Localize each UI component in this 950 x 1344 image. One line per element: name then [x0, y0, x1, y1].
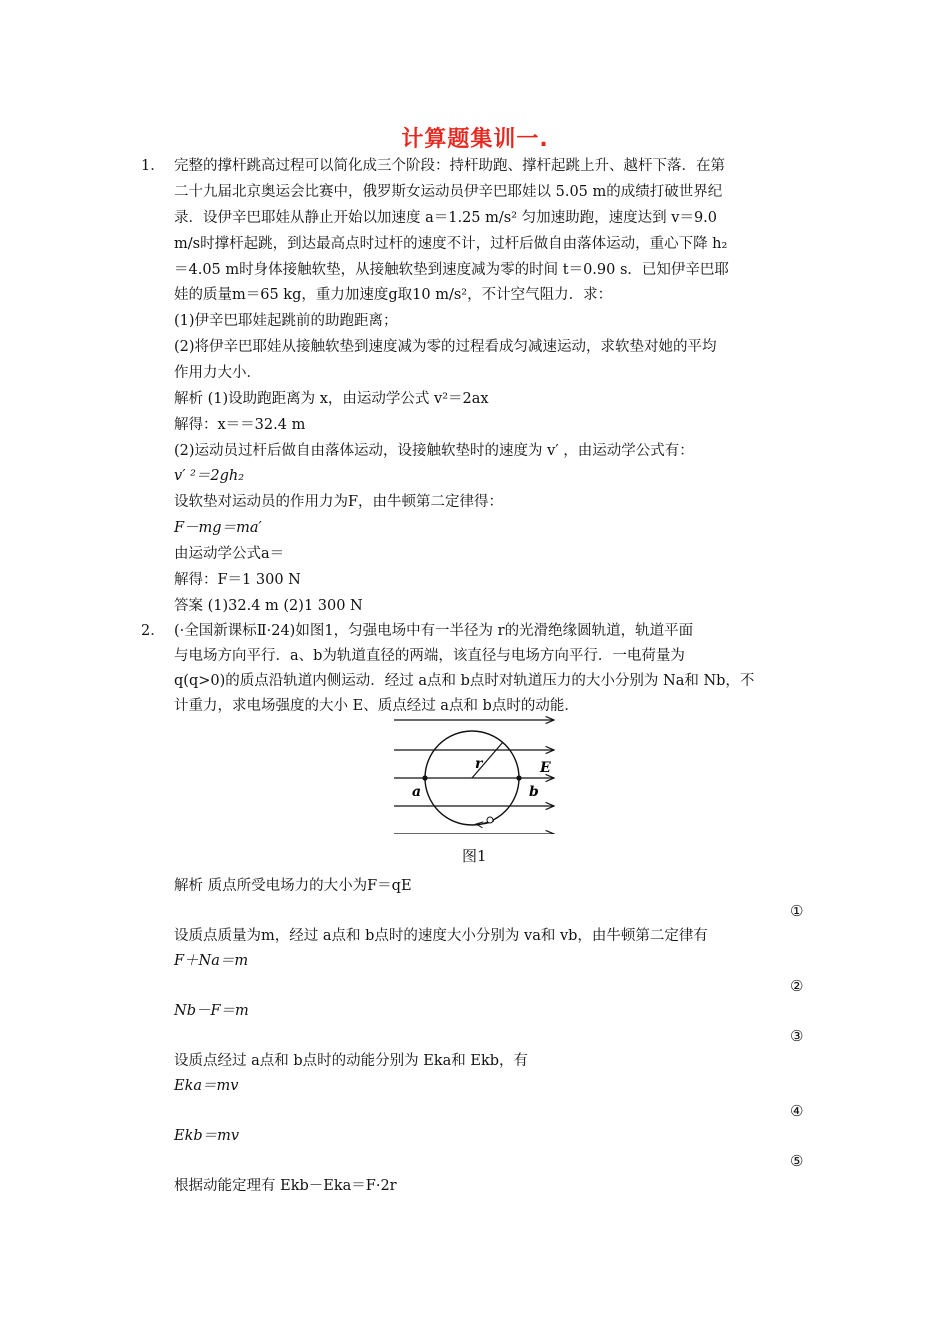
- figure-1-diagram: [392, 712, 562, 834]
- point-a-dot: [422, 775, 427, 780]
- label-r: r: [475, 756, 483, 772]
- point-b-dot: [516, 775, 521, 780]
- problem-1-line: ＝4.05 m时身体接触软垫，从接触软垫到速度减为零的时间 t＝0.90 s．已知伊辛巴耶: [174, 262, 729, 278]
- answer-line: 答案 (1)32.4 m (2)1 300 N: [174, 598, 363, 614]
- solution-line: (2)运动员过杆后做自由落体运动，设接触软垫时的速度为 v′ ，由运动学公式有：: [174, 443, 694, 459]
- problem-2-line: q(q>0)的质点沿轨道内侧运动．经过 a点和 b点时对轨道压力的大小分别为 Na和 Nb，不: [174, 673, 755, 689]
- solution-line: 设软垫对运动员的作用力为F，由牛顿第二定律得：: [174, 494, 504, 510]
- label-E: E: [540, 760, 551, 776]
- problem-2-line: 与电场方向平行．a、b为轨道直径的两端，该直径与电场方向平行．一电荷量为: [174, 648, 685, 664]
- equation-marker-4: ④: [790, 1102, 804, 1120]
- label-b: b: [529, 784, 539, 800]
- solution-line: 解析 质点所受电场力的大小为F＝qE: [174, 878, 412, 894]
- formula-line: F－mg＝ma′: [174, 520, 262, 536]
- solution-line: 解得：F＝1 300 N: [174, 572, 301, 588]
- formula-line: v′ ²＝2gh₂: [174, 468, 245, 484]
- equation-marker-5: ⑤: [790, 1152, 804, 1170]
- solution-line: 由运动学公式a＝: [174, 546, 285, 562]
- solution-line: 设质点质量为m，经过 a点和 b点时的速度大小分别为 va和 vb，由牛顿第二定律有: [174, 928, 708, 944]
- equation-marker-2: ②: [790, 977, 804, 995]
- problem-1-line: 录．设伊辛巴耶娃从静止开始以加速度 a＝1.25 m/s² 匀加速助跑，速度达到 v＝9.0: [174, 210, 718, 226]
- label-a: a: [412, 784, 422, 800]
- equation-marker-1: ①: [790, 902, 804, 920]
- page-title: 计算题集训一.: [401, 127, 549, 152]
- solution-line: 解析 (1)设助跑距离为 x，由运动学公式 v²＝2ax: [174, 391, 489, 407]
- figure-1-caption: 图1: [462, 847, 487, 865]
- problem-2-number: 2．: [141, 623, 165, 639]
- particle: [487, 817, 493, 823]
- problem-2-line: (·全国新课标Ⅱ·24)如图1，匀强电场中有一半径为 r的光滑绝缘圆轨道，轨道平面: [174, 623, 694, 639]
- solution-line: 设质点经过 a点和 b点时的动能分别为 Eka和 Ekb，有: [174, 1053, 529, 1069]
- question-1-2: (2)将伊辛巴耶娃从接触软垫到速度减为零的过程看成匀减速运动，求软垫对她的平均: [174, 339, 717, 355]
- problem-2-line: 计重力，求电场强度的大小 E、质点经过 a点和 b点时的动能．: [174, 698, 579, 714]
- problem-1-line: 二十九届北京奥运会比赛中，俄罗斯女运动员伊辛巴耶娃以 5.05 m的成绩打破世界纪: [174, 184, 723, 200]
- equation-marker-3: ③: [790, 1027, 804, 1045]
- solution-line: 根据动能定理有 Ekb－Eka＝F·2r: [174, 1178, 397, 1194]
- question-1-1: (1)伊辛巴耶娃起跳前的助跑距离；: [174, 313, 398, 329]
- solution-line: 解得：x＝＝32.4 m: [174, 417, 306, 433]
- question-1-2-cont: 作用力大小．: [174, 365, 261, 381]
- formula-line: Nb－F＝m: [174, 1003, 249, 1019]
- formula-line: Eka＝mv: [174, 1078, 239, 1094]
- problem-1-line: 娃的质量m＝65 kg，重力加速度g取10 m/s²，不计空气阻力．求：: [174, 287, 613, 303]
- formula-line: F＋Na＝m: [174, 953, 249, 969]
- problem-1-line: 完整的撑杆跳高过程可以简化成三个阶段：持杆助跑、撑杆起跳上升、越杆下落．在第: [174, 158, 725, 174]
- problem-1-line: m/s时撑杆起跳，到达最高点时过杆的速度不计，过杆后做自由落体运动，重心下降 h₂: [174, 236, 728, 252]
- problem-1-number: 1．: [141, 158, 165, 174]
- formula-line: Ekb＝mv: [174, 1128, 240, 1144]
